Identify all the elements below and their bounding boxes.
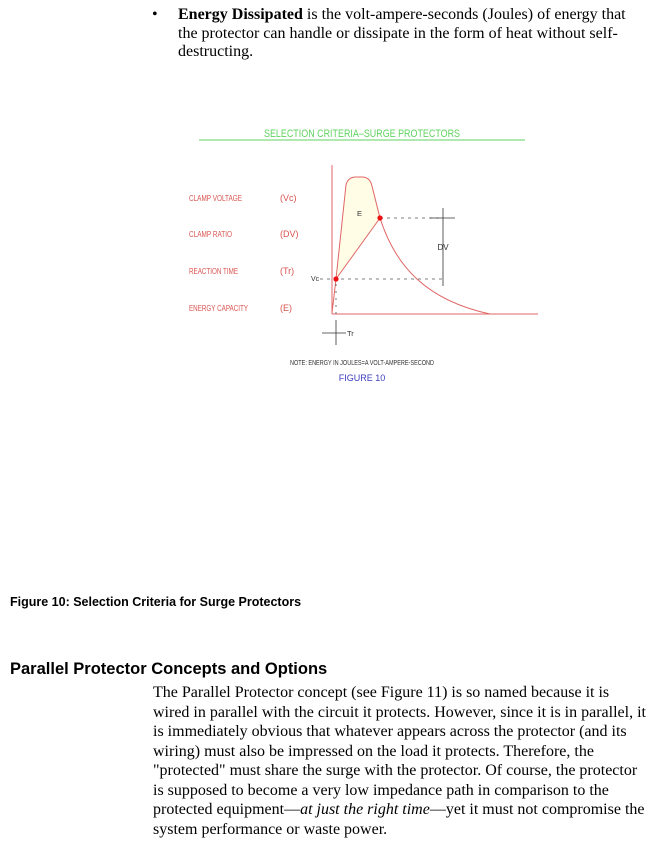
criteria-symbol-tr: (Tr) [280,266,295,276]
section-paragraph [153,683,648,839]
label-tr: Tr [347,329,354,338]
figure-label: FIGURE 10 [338,373,386,383]
clamp-voltage-point [333,276,338,281]
bullet-term: Energy Dissipated [178,6,303,23]
figure-drawing [0,0,650,400]
section-heading: Parallel Protector Concepts and Options [10,660,328,678]
figure-caption: Figure 10: Selection Criteria for Surge Protectors [10,595,302,609]
figure-selection-criteria [0,0,650,400]
criteria-symbol-vc: (Vc) [280,193,297,203]
bullet-description: is the volt-ampere-seconds (Joules) of energy that the protector can handle or dissipate in the form of heat without self-destructing. [178,6,626,60]
label-e: E [357,209,363,218]
peak-voltage-point [377,215,382,220]
label-vc: Vc [311,276,320,283]
bullet-icon: • [152,6,158,23]
criteria-label-clamp-voltage: CLAMP VOLTAGE [189,193,243,203]
criteria-symbol-dv: (DV) [280,229,299,239]
paragraph-text-2: —yet it must not compromise the system performance or waste power. [153,801,645,838]
criteria-label-reaction-time: REACTION TIME [189,266,239,276]
criteria-label-clamp-ratio: CLAMP RATIO [189,229,233,239]
figure-title: SELECTION CRITERIA–SURGE PROTECTORS [264,128,460,140]
label-dv: DV [437,243,449,252]
criteria-label-energy-capacity: ENERGY CAPACITY [189,303,249,313]
figure-note: NOTE: ENERGY IN JOULES=A VOLT-AMPERE-SECOND [290,360,434,367]
paragraph-text-1: The Parallel Protector concept (see Figure 11) is so named because it is wired in parallel with the circuit it protects. However, since it is in parallel, it is immediately obvious that whatever appears across the protector (and its wiring) must also be impressed on the load it protects. Therefore, the "protected" must share the surge with the protector. Of course, the protector is supposed to become a very low impedance path in comparison to the protected equipment— [153,684,646,818]
paragraph-emphasis: at just the right time [300,801,430,818]
criteria-symbol-e: (E) [280,303,292,313]
